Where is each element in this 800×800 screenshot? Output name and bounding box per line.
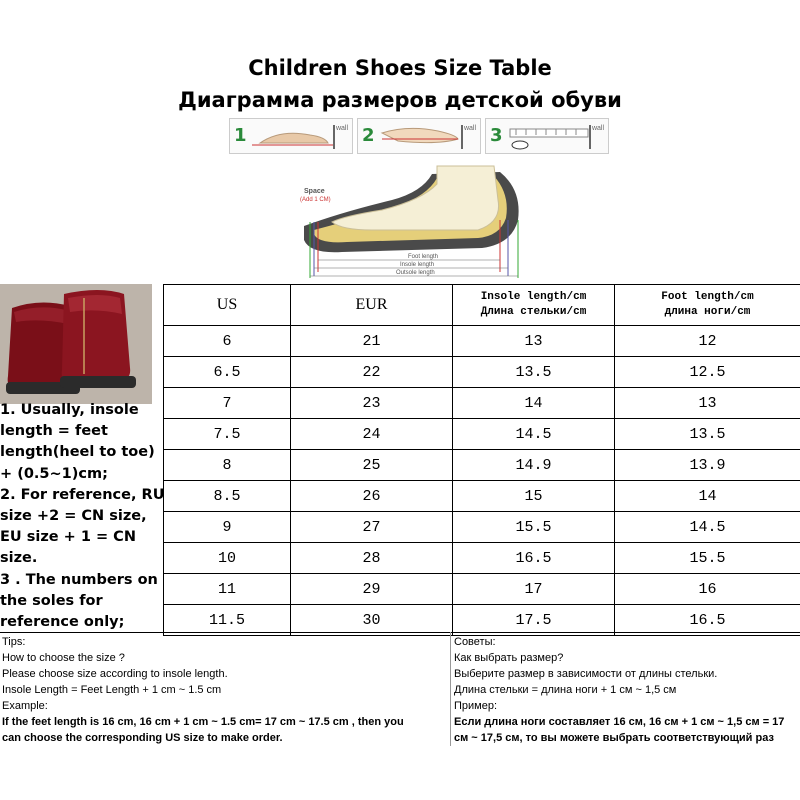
wall-label: wall — [463, 125, 476, 132]
foot-icon — [230, 119, 352, 153]
cell-insole: 17 — [453, 574, 615, 605]
tips-divider — [450, 632, 451, 746]
cell-eur: 26 — [291, 481, 453, 512]
table-row — [164, 574, 800, 605]
cell-foot: 16 — [615, 574, 800, 605]
cell-us: 8.5 — [164, 481, 291, 512]
note-line: length = feet — [0, 423, 108, 440]
header-insole-en: Insole length/cm — [480, 291, 587, 303]
wall-label: wall — [335, 125, 348, 132]
step-number: 1 — [234, 125, 247, 146]
cell-us: 10 — [164, 543, 291, 574]
insole-length-label: Insole length — [400, 262, 435, 268]
cell-us: 11.5 — [164, 605, 291, 636]
tips-line: How to choose the size ? — [2, 652, 125, 664]
cell-insole: 13 — [453, 326, 615, 357]
tips-line: Как выбрать размер? — [454, 652, 564, 664]
table-row — [164, 543, 800, 574]
table-row — [164, 481, 800, 512]
note-line: size +2 = CN size, — [0, 508, 147, 525]
cell-eur: 21 — [291, 326, 453, 357]
note-line: 1. Usually, insole — [0, 402, 139, 418]
table-header-row — [164, 285, 800, 326]
table-row — [164, 605, 800, 636]
note-line: reference only; — [0, 614, 125, 631]
cell-us: 7.5 — [164, 419, 291, 450]
note-line: 2. For reference, RU — [0, 486, 165, 503]
cell-insole: 15.5 — [453, 512, 615, 543]
tips-line: Пример: — [454, 700, 498, 712]
note-line: + (0.5~1)cm; — [0, 465, 108, 482]
tips-line: can choose the corresponding US size to make order. — [2, 732, 283, 744]
tips-heading: Tips: — [2, 636, 26, 648]
table-row — [164, 419, 800, 450]
cell-insole: 14 — [453, 388, 615, 419]
cell-insole: 14.9 — [453, 450, 615, 481]
cell-eur: 24 — [291, 419, 453, 450]
table-row — [164, 450, 800, 481]
cell-foot: 12.5 — [615, 357, 800, 388]
foot-in-shoe-illustration — [232, 160, 550, 280]
cell-eur: 28 — [291, 543, 453, 574]
step-number: 2 — [362, 125, 375, 146]
note-line: 3 . The numbers on — [0, 571, 158, 588]
tips-russian — [454, 634, 800, 746]
cell-foot: 12 — [615, 326, 800, 357]
size-notes — [0, 400, 165, 633]
tips-english — [2, 634, 448, 746]
measure-steps — [229, 118, 611, 154]
table-row — [164, 326, 800, 357]
cell-foot: 14.5 — [615, 512, 800, 543]
tips-line: If the feet length is 16 cm, 16 cm + 1 cm ~ 1.5 cm= 17 cm ~ 17.5 cm , then you — [2, 716, 404, 728]
measure-step-2 — [357, 118, 481, 154]
foot-length-label: Foot length — [408, 254, 439, 260]
cell-foot: 13.5 — [615, 419, 800, 450]
step-number: 3 — [490, 125, 503, 146]
cell-insole: 14.5 — [453, 419, 615, 450]
foot-outline-icon — [358, 119, 480, 153]
cell-eur: 23 — [291, 388, 453, 419]
tips-line: Insole Length = Feet Length + 1 cm ~ 1.5 cm — [2, 684, 222, 696]
cell-us: 11 — [164, 574, 291, 605]
cell-foot: 13 — [615, 388, 800, 419]
measure-step-3 — [485, 118, 609, 154]
cell-us: 7 — [164, 388, 291, 419]
tips-line: Если длина ноги составляет 16 см, 16 см + 1 см ~ 1,5 см = 17 см ~ 17,5 см, то вы можете выбрать соответствующий раз — [454, 716, 785, 744]
header-foot-length — [615, 285, 800, 326]
cell-foot: 14 — [615, 481, 800, 512]
ruler-icon — [486, 119, 608, 153]
note-line: length(heel to toe) — [0, 444, 155, 461]
title-russian: Диаграмма размеров детской обуви — [178, 88, 622, 112]
table-row — [164, 357, 800, 388]
cell-us: 6 — [164, 326, 291, 357]
cell-insole: 17.5 — [453, 605, 615, 636]
header-foot-en: Foot length/cm — [661, 291, 754, 303]
foot-diagram — [232, 160, 550, 280]
cell-insole: 16.5 — [453, 543, 615, 574]
cell-eur: 30 — [291, 605, 453, 636]
red-boots-image — [0, 284, 152, 404]
header-insole-length — [453, 285, 615, 326]
tips-line: Выберите размер в зависимости от длины стельки. — [454, 668, 718, 680]
tips-line: Please choose size according to insole length. — [2, 668, 228, 680]
note-line: the soles for — [0, 592, 103, 609]
cell-us: 9 — [164, 512, 291, 543]
cell-foot: 15.5 — [615, 543, 800, 574]
table-bottom-border — [0, 632, 800, 633]
note-line: EU size + 1 = CN — [0, 529, 136, 546]
add-label: (Add 1 CM) — [300, 197, 331, 203]
cell-us: 8 — [164, 450, 291, 481]
header-us: US — [164, 285, 291, 326]
cell-eur: 27 — [291, 512, 453, 543]
cell-insole: 15 — [453, 481, 615, 512]
cell-eur: 25 — [291, 450, 453, 481]
table-row — [164, 388, 800, 419]
note-line: size. — [0, 550, 38, 567]
header-insole-ru: Длина стельки/cm — [480, 306, 587, 318]
cell-foot: 13.9 — [615, 450, 800, 481]
measure-step-1 — [229, 118, 353, 154]
cell-eur: 29 — [291, 574, 453, 605]
tips-line: Example: — [2, 700, 48, 712]
space-label: Space — [304, 188, 325, 195]
header-eur: EUR — [291, 285, 453, 326]
outsole-length-label: Outsole length — [396, 270, 435, 276]
cell-insole: 13.5 — [453, 357, 615, 388]
title-english: Children Shoes Size Table — [248, 56, 552, 80]
wall-label: wall — [591, 125, 604, 132]
cell-us: 6.5 — [164, 357, 291, 388]
tips-heading: Советы: — [454, 636, 496, 648]
tips-line: Длина стельки = длина ноги + 1 см ~ 1,5 см — [454, 684, 677, 696]
cell-eur: 22 — [291, 357, 453, 388]
product-photo — [0, 284, 152, 404]
cell-foot: 16.5 — [615, 605, 800, 636]
table-row — [164, 512, 800, 543]
header-foot-ru: длина ноги/cm — [664, 306, 751, 318]
size-table — [163, 284, 800, 636]
